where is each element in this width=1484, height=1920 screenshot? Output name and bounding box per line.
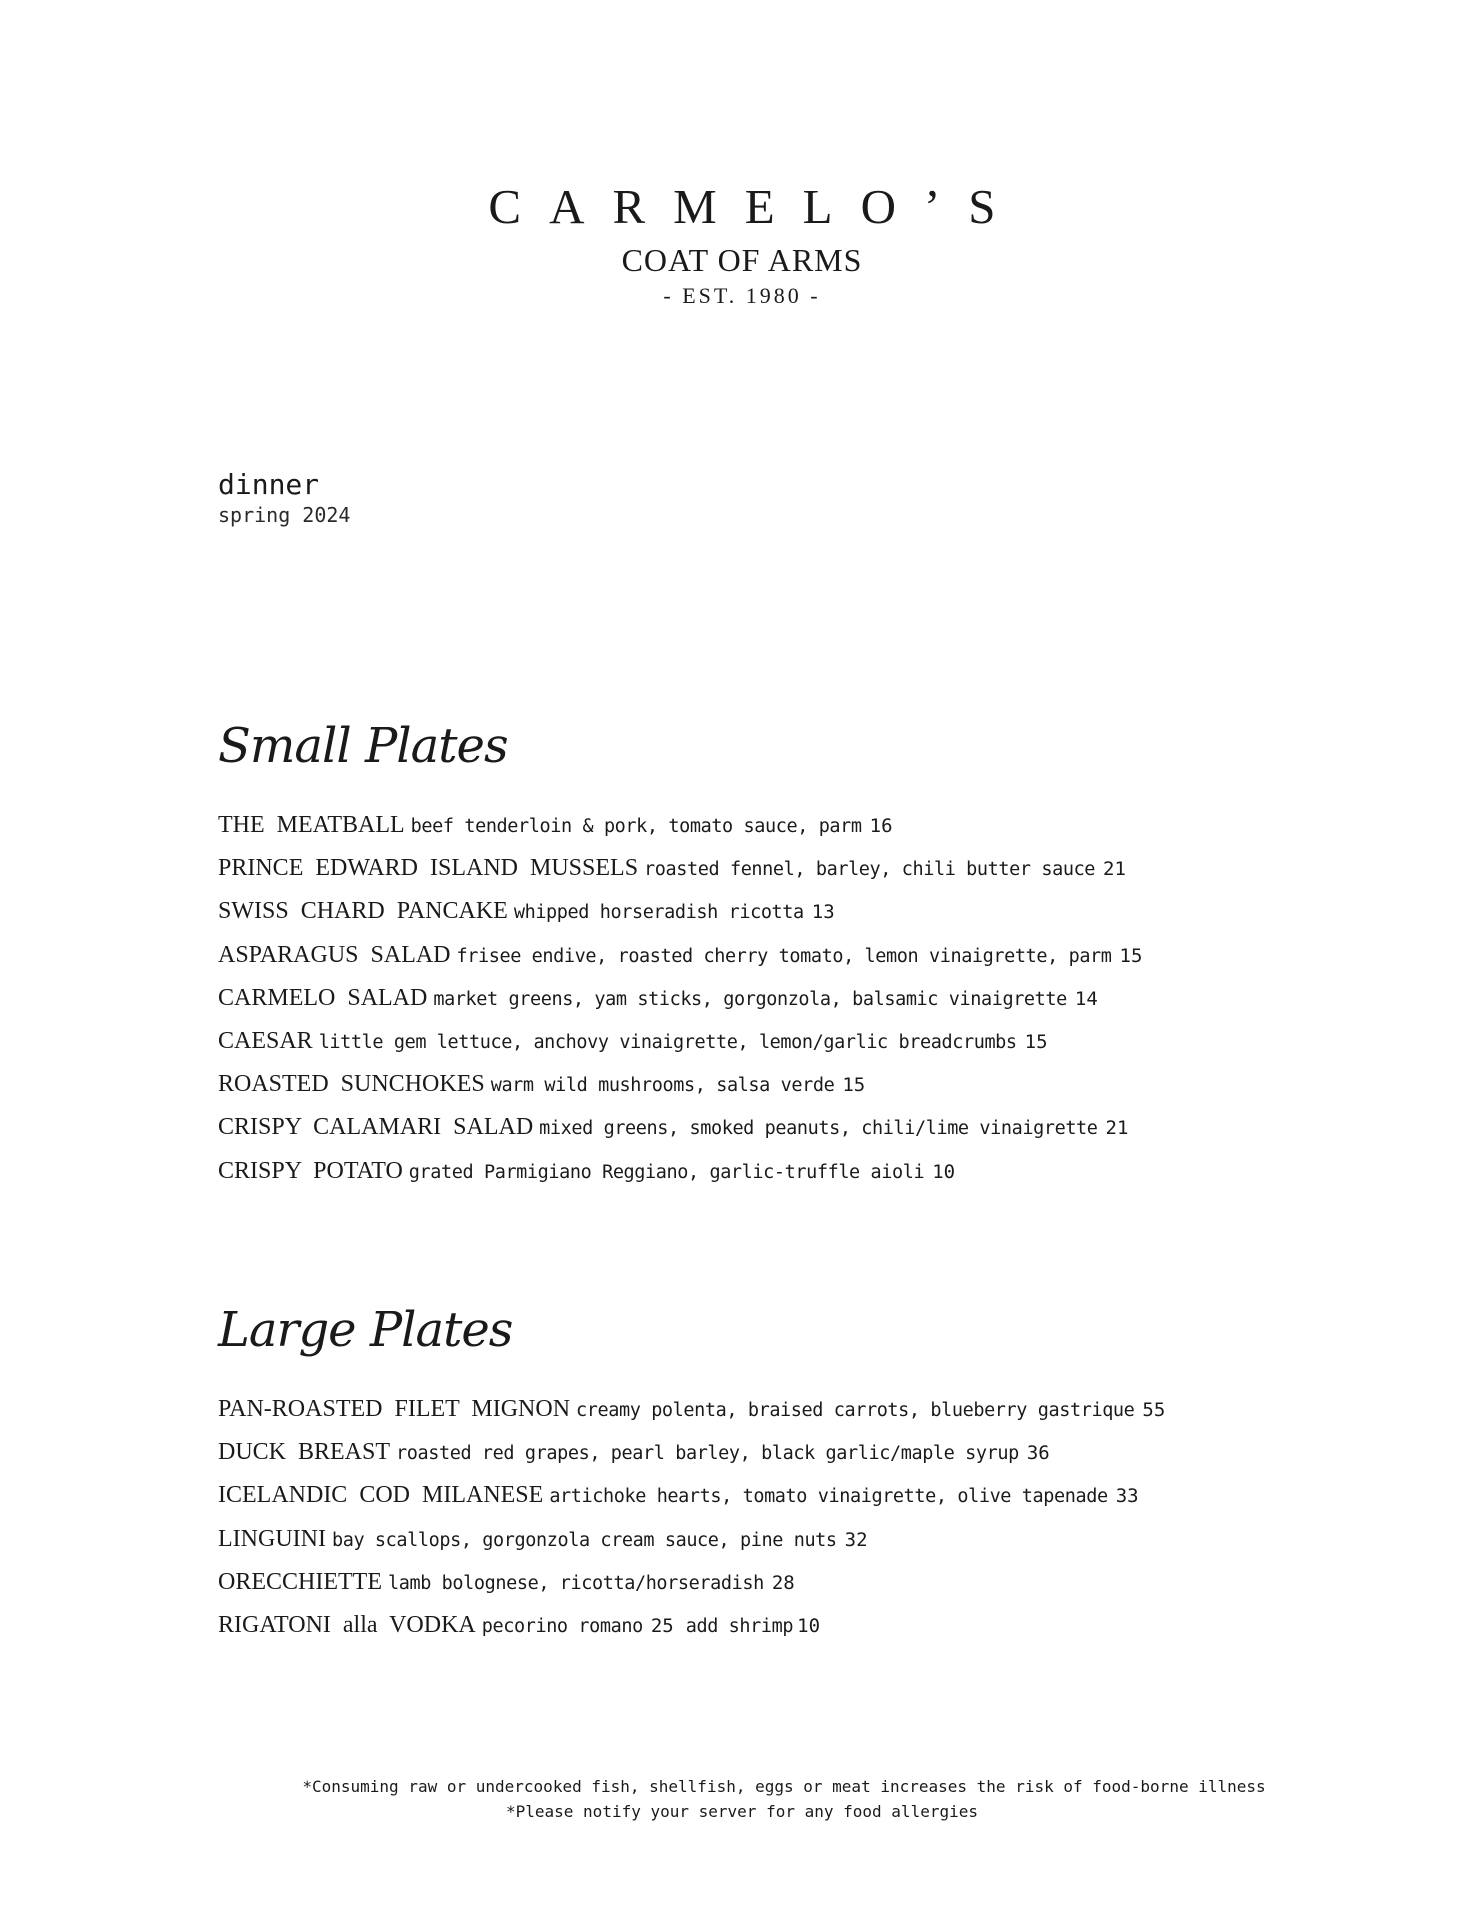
item-name: CARMELO SALAD xyxy=(218,984,428,1011)
item-description: creamy polenta, braised carrots, blueberry gastrique xyxy=(576,1400,1135,1421)
item-name: LINGUINI xyxy=(218,1525,326,1552)
item-name: ASPARAGUS SALAD xyxy=(218,941,451,968)
item-price: 16 xyxy=(869,815,893,837)
item-name: PRINCE EDWARD ISLAND MUSSELS xyxy=(218,855,639,882)
item-description: lamb bolognese, ricotta/horseradish xyxy=(387,1572,764,1594)
season-label: spring 2024 xyxy=(218,502,351,527)
item-name: ROASTED SUNCHOKES xyxy=(218,1071,485,1098)
item-name: SWISS CHARD PANCAKE xyxy=(218,898,508,925)
meal-label: dinner xyxy=(218,468,320,501)
item-name: PAN-ROASTED FILET MIGNON xyxy=(218,1396,571,1422)
item-price: 13 xyxy=(811,901,835,924)
item-description: pecorino romano xyxy=(481,1615,643,1637)
item-name: DUCK BREAST xyxy=(218,1439,391,1466)
allergy-notice: *Please notify your server for any food allergies xyxy=(505,1802,978,1821)
menu-item xyxy=(218,847,1318,890)
item-description: little gem lettuce, anchovy vinaigrette, lemon/garlic breadcrumbs xyxy=(318,1031,1017,1053)
menu-item xyxy=(218,977,1318,1020)
item-price: 25 xyxy=(650,1614,674,1637)
menu-meta xyxy=(218,468,350,528)
item-description: whipped horseradish ricotta xyxy=(513,902,804,924)
large-plates-heading: Large Plates xyxy=(218,1302,513,1358)
item-name: THE MEATBALL xyxy=(218,812,405,838)
restaurant-name: CARMELO’S xyxy=(488,179,1024,234)
item-description: artichoke hearts, tomato vinaigrette, olive tapenade xyxy=(549,1486,1108,1508)
item-price: 55 xyxy=(1142,1399,1166,1421)
menu-item xyxy=(218,1150,1318,1193)
menu-item xyxy=(218,1431,1318,1474)
menu-item xyxy=(218,1020,1318,1063)
item-name: RIGATONI alla VODKA xyxy=(218,1611,476,1638)
small-plates-heading: Small Plates xyxy=(218,718,508,774)
item-description: grated Parmigiano Reggiano, garlic-truffle aioli xyxy=(408,1161,925,1183)
small-plates-list xyxy=(218,804,1318,1193)
menu-item xyxy=(218,804,1318,847)
item-description: frisee endive, roasted cherry tomato, lemon vinaigrette, parm xyxy=(456,945,1112,967)
item-name: CAESAR xyxy=(218,1027,313,1054)
menu-item xyxy=(218,1518,1318,1561)
item-price: 15 xyxy=(1119,944,1143,967)
item-price: 33 xyxy=(1115,1485,1139,1508)
small-plates-section xyxy=(218,716,1318,1193)
menu-item xyxy=(218,1063,1318,1106)
menu-item xyxy=(218,1604,1318,1647)
item-description: bay scallops, gorgonzola cream sauce, pine nuts xyxy=(331,1529,837,1551)
menu-item xyxy=(218,1388,1318,1431)
restaurant-subtitle: COAT OF ARMS xyxy=(621,241,863,278)
item-description: roasted fennel, barley, chili butter sauce xyxy=(644,859,1096,881)
menu-item xyxy=(218,934,1318,977)
item-description: market greens, yam sticks, gorgonzola, balsamic vinaigrette xyxy=(433,988,1067,1010)
large-plates-section xyxy=(218,1300,1318,1647)
item-addon-price: 10 xyxy=(797,1614,821,1637)
menu-item xyxy=(218,1561,1318,1604)
item-price: 10 xyxy=(932,1160,956,1183)
item-price: 32 xyxy=(844,1528,868,1551)
item-price: 15 xyxy=(842,1074,866,1097)
masthead xyxy=(0,178,1484,310)
item-name: CRISPY POTATO xyxy=(218,1157,403,1184)
item-description: warm wild mushrooms, salsa verde xyxy=(490,1075,835,1097)
item-name: ICELANDIC COD MILANESE xyxy=(218,1482,544,1509)
raw-food-warning: *Consuming raw or undercooked fish, shellfish, eggs or meat increases the risk of food-borne illness xyxy=(302,1777,1266,1796)
large-plates-list xyxy=(218,1388,1318,1647)
item-price: 21 xyxy=(1103,858,1126,881)
item-addon: add shrimp xyxy=(685,1615,794,1637)
menu-item xyxy=(218,1474,1318,1517)
item-name: ORECCHIETTE xyxy=(218,1568,382,1595)
item-description: mixed greens, smoked peanuts, chili/lime vinaigrette xyxy=(539,1118,1098,1140)
item-price: 36 xyxy=(1026,1442,1050,1465)
established-year: - EST. 1980 - xyxy=(663,283,821,309)
item-price: 15 xyxy=(1024,1030,1048,1053)
item-price: 21 xyxy=(1105,1117,1129,1140)
item-price: 28 xyxy=(771,1571,795,1594)
footer-notices xyxy=(0,1774,1484,1824)
item-description: roasted red grapes, pearl barley, black garlic/maple syrup xyxy=(396,1443,1019,1465)
item-name: CRISPY CALAMARI SALAD xyxy=(218,1114,534,1141)
menu-item xyxy=(218,890,1318,933)
item-price: 14 xyxy=(1074,987,1098,1010)
menu-item xyxy=(218,1106,1318,1149)
item-description: beef tenderloin & pork, tomato sauce, parm xyxy=(410,816,862,837)
